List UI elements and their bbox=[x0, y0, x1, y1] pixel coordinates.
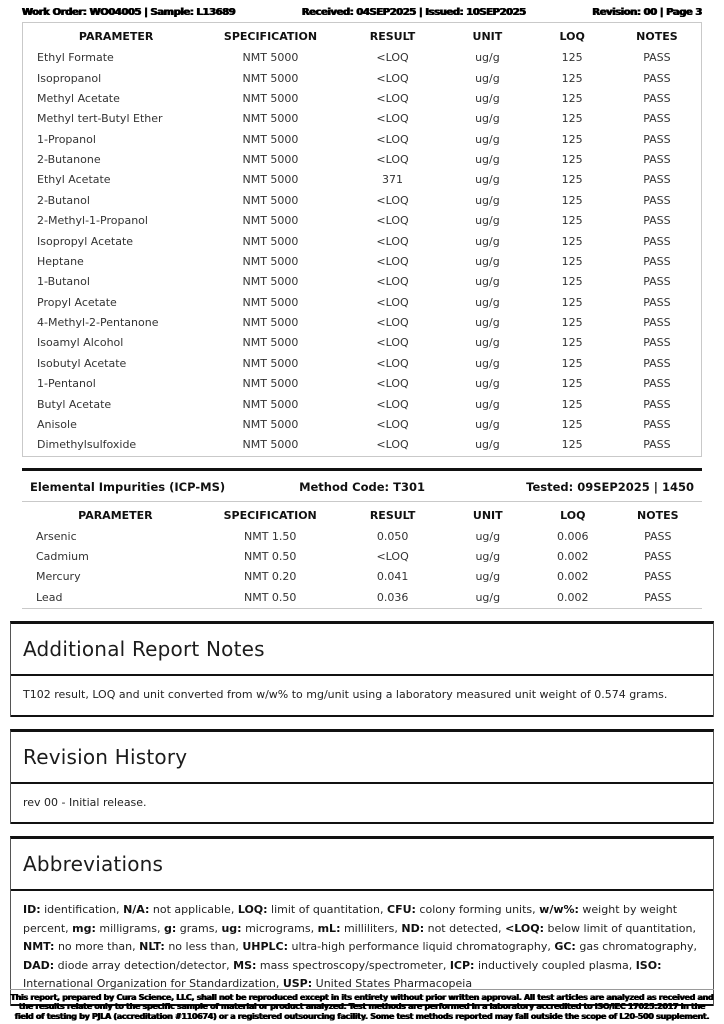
parameter-cell: Ethyl Acetate bbox=[37, 173, 111, 187]
abbreviation-item bbox=[23, 940, 139, 953]
loq-cell: 125 bbox=[561, 153, 583, 167]
specification-cell: NMT 5000 bbox=[242, 356, 299, 370]
loq-cell: 0.002 bbox=[557, 550, 589, 564]
abbreviation-item bbox=[554, 940, 697, 953]
result-cell: 0.041 bbox=[376, 570, 409, 584]
result-cell: <LOQ bbox=[376, 91, 409, 105]
table-row bbox=[23, 293, 701, 313]
table-row bbox=[23, 374, 701, 394]
notes-cell: PASS bbox=[643, 397, 671, 411]
column-header-notes: NOTES bbox=[637, 508, 679, 522]
abbreviation-item bbox=[139, 940, 242, 953]
additional-report-notes-section bbox=[10, 621, 714, 717]
specification-cell: NMT 5000 bbox=[242, 417, 299, 431]
loq-cell: 125 bbox=[561, 51, 583, 65]
parameter-cell: Cadmium bbox=[36, 550, 89, 564]
abbreviation-definition: inductively coupled plasma, bbox=[474, 958, 636, 972]
notes-cell: PASS bbox=[644, 570, 672, 584]
table-row bbox=[23, 89, 701, 109]
column-header-unit: UNIT bbox=[472, 508, 503, 522]
unit-cell: ug/g bbox=[475, 214, 500, 228]
table-row bbox=[23, 130, 701, 150]
table-row bbox=[23, 48, 701, 68]
table-row bbox=[23, 333, 701, 353]
unit-cell: ug/g bbox=[475, 132, 500, 146]
loq-cell: 125 bbox=[561, 254, 583, 268]
elemental-impurities-table bbox=[22, 501, 702, 610]
abbreviation-term: MS: bbox=[233, 958, 257, 972]
notes-cell: PASS bbox=[644, 550, 672, 564]
notes-cell: PASS bbox=[644, 529, 672, 543]
column-header-parameter: PARAMETER bbox=[78, 30, 154, 43]
parameter-cell: 2-Butanone bbox=[37, 153, 101, 167]
loq-cell: 125 bbox=[561, 71, 583, 85]
parameter-cell: Isopropyl Acetate bbox=[37, 234, 134, 248]
elemental-tested: Tested: 09SEP2025 | 1450 bbox=[526, 479, 695, 494]
specification-cell: NMT 5000 bbox=[242, 51, 299, 65]
result-cell: <LOQ bbox=[376, 417, 409, 431]
notes-cell: PASS bbox=[643, 214, 671, 228]
abbreviation-item bbox=[72, 922, 164, 935]
column-header-loq: LOQ bbox=[560, 508, 586, 522]
parameter-cell: Butyl Acetate bbox=[37, 397, 112, 411]
unit-cell: ug/g bbox=[475, 590, 501, 604]
notes-body: T102 result, LOQ and unit converted from w/w% to mg/unit using a laboratory measured unit weight of 0.574 grams. bbox=[11, 676, 713, 717]
result-cell: <LOQ bbox=[376, 153, 409, 167]
parameter-cell: Heptane bbox=[37, 254, 84, 268]
abbreviation-item bbox=[164, 922, 221, 935]
unit-cell: ug/g bbox=[475, 336, 500, 350]
table-row bbox=[23, 354, 701, 374]
parameter-cell: 1-Butanol bbox=[37, 275, 90, 289]
parameter-cell: Methyl tert-Butyl Ether bbox=[37, 112, 163, 126]
parameter-cell: Methyl Acetate bbox=[37, 91, 120, 105]
column-header-unit: UNIT bbox=[472, 30, 503, 43]
specification-cell: NMT 0.50 bbox=[243, 550, 297, 564]
parameter-cell: Lead bbox=[36, 590, 63, 604]
abbreviation-term: LOQ: bbox=[237, 903, 268, 916]
abbreviation-definition: diode array detection/detector, bbox=[54, 958, 234, 972]
abbreviation-term: USP: bbox=[282, 977, 313, 990]
table-row bbox=[23, 415, 701, 435]
loq-cell: 125 bbox=[561, 377, 583, 391]
parameter-cell: Ethyl Formate bbox=[37, 51, 114, 65]
document-footer: This report, prepared by Cura Science, LLC, shall not be reproduced except in its entirety without prior written approval. All test articles are analyzed as received and the results relate only to the specific sample of material or product analyzed. Test methods are performed in a laboratory accredited to ISO/IEC 17025:2017 in the field of testing by PJLA (accreditation #110674) or a registered outsourcing facility. Some test methods reported may fall outside the scope of L20-500 supplement. bbox=[10, 989, 714, 1022]
parameter-cell: Arsenic bbox=[36, 529, 77, 543]
unit-cell: ug/g bbox=[475, 193, 500, 207]
abbreviation-definition: limit of quantitation, bbox=[267, 903, 387, 916]
unit-cell: ug/g bbox=[475, 254, 500, 268]
table-row bbox=[23, 435, 701, 455]
loq-cell: 125 bbox=[561, 356, 583, 370]
abbreviation-term: ICP: bbox=[449, 958, 475, 972]
parameter-cell: 4-Methyl-2-Pentanone bbox=[37, 316, 159, 330]
abbreviation-definition: below limit of quantitation, bbox=[544, 921, 696, 935]
solvents-header-row bbox=[23, 23, 701, 48]
parameter-cell: Mercury bbox=[36, 570, 81, 584]
result-cell: <LOQ bbox=[376, 295, 409, 309]
section-heading-revision: Revision History bbox=[11, 732, 713, 784]
unit-cell: ug/g bbox=[475, 91, 500, 105]
specification-cell: NMT 5000 bbox=[242, 377, 299, 391]
result-cell: <LOQ bbox=[376, 132, 409, 146]
result-cell: 0.036 bbox=[376, 590, 409, 604]
notes-cell: PASS bbox=[643, 193, 671, 207]
abbreviation-term: mg: bbox=[72, 921, 96, 935]
loq-cell: 0.002 bbox=[557, 570, 589, 584]
elemental-title: Elemental Impurities (ICP-MS) bbox=[30, 479, 226, 494]
specification-cell: NMT 5000 bbox=[242, 438, 299, 452]
table-row bbox=[22, 527, 702, 547]
specification-cell: NMT 1.50 bbox=[243, 529, 297, 543]
parameter-cell: Isoamyl Alcohol bbox=[37, 336, 124, 350]
unit-cell: ug/g bbox=[475, 550, 501, 564]
specification-cell: NMT 5000 bbox=[242, 132, 299, 146]
table-row bbox=[23, 231, 701, 251]
abbreviation-definition: weight by weight percent, bbox=[23, 903, 678, 935]
result-cell: <LOQ bbox=[376, 193, 409, 207]
section-heading-notes: Additional Report Notes bbox=[11, 624, 713, 676]
notes-cell: PASS bbox=[643, 254, 671, 268]
abbreviation-item bbox=[318, 922, 402, 935]
column-header-parameter: PARAMETER bbox=[78, 508, 153, 522]
result-cell: <LOQ bbox=[376, 438, 409, 452]
abbreviation-definition: milligrams, bbox=[95, 921, 164, 935]
notes-cell: PASS bbox=[643, 417, 671, 431]
specification-cell: NMT 5000 bbox=[242, 336, 299, 350]
abbreviation-definition: no less than, bbox=[164, 940, 243, 953]
notes-cell: PASS bbox=[643, 51, 671, 65]
abbreviation-term: ID: bbox=[23, 903, 41, 916]
notes-cell: PASS bbox=[643, 377, 671, 391]
specification-cell: NMT 5000 bbox=[242, 71, 299, 85]
table-row bbox=[22, 567, 702, 587]
abbreviation-definition: identification, bbox=[40, 903, 124, 916]
unit-cell: ug/g bbox=[475, 377, 500, 391]
abbreviation-item bbox=[23, 903, 123, 916]
column-header-loq: LOQ bbox=[559, 30, 585, 43]
parameter-cell: Dimethylsulfoxide bbox=[37, 438, 137, 452]
abbreviation-term: GC: bbox=[554, 940, 576, 953]
loq-cell: 125 bbox=[561, 397, 583, 411]
abbreviation-term: ug: bbox=[221, 921, 242, 935]
loq-cell: 125 bbox=[561, 417, 583, 431]
abbreviation-term: w/w%: bbox=[539, 903, 579, 916]
specification-cell: NMT 5000 bbox=[242, 275, 299, 289]
abbreviation-definition: grams, bbox=[176, 921, 222, 935]
loq-cell: 125 bbox=[561, 234, 583, 248]
result-cell: <LOQ bbox=[376, 356, 409, 370]
abbreviation-definition: not detected, bbox=[424, 921, 506, 935]
notes-cell: PASS bbox=[643, 356, 671, 370]
abbreviation-term: N/A: bbox=[123, 903, 150, 916]
table-row bbox=[23, 109, 701, 129]
loq-cell: 0.002 bbox=[557, 590, 589, 604]
parameter-cell: 2-Methyl-1-Propanol bbox=[37, 214, 148, 228]
header-received-issued: Received: 04SEP2025 | Issued: 10SEP2025 bbox=[301, 7, 526, 18]
abbreviation-definition: colony forming units, bbox=[415, 903, 540, 916]
parameter-cell: 1-Propanol bbox=[37, 132, 96, 146]
result-cell: <LOQ bbox=[376, 112, 409, 126]
table-row bbox=[23, 252, 701, 272]
loq-cell: 125 bbox=[561, 112, 583, 126]
abbreviation-term: DAD: bbox=[23, 958, 55, 972]
parameter-cell: Isopropanol bbox=[37, 71, 102, 85]
result-cell: <LOQ bbox=[376, 316, 409, 330]
residual-solvents-table bbox=[22, 22, 702, 457]
unit-cell: ug/g bbox=[475, 316, 500, 330]
table-row bbox=[23, 313, 701, 333]
abbreviation-item bbox=[123, 903, 238, 916]
unit-cell: ug/g bbox=[475, 570, 501, 584]
loq-cell: 125 bbox=[561, 132, 583, 146]
abbreviation-item bbox=[387, 903, 539, 916]
revision-history-section bbox=[10, 729, 714, 825]
table-row bbox=[22, 547, 702, 567]
table-row bbox=[23, 191, 701, 211]
table-row bbox=[22, 588, 702, 608]
result-cell: <LOQ bbox=[376, 550, 409, 564]
abbreviation-term: CFU: bbox=[387, 903, 416, 916]
abbreviation-definition: milliliters, bbox=[340, 921, 402, 935]
abbreviation-definition: not applicable, bbox=[149, 903, 238, 916]
specification-cell: NMT 5000 bbox=[242, 91, 299, 105]
unit-cell: ug/g bbox=[475, 529, 501, 543]
loq-cell: 0.006 bbox=[557, 529, 589, 543]
result-cell: 0.050 bbox=[376, 529, 409, 543]
column-header-specification: SPECIFICATION bbox=[223, 30, 318, 43]
loq-cell: 125 bbox=[561, 316, 583, 330]
column-header-result: RESULT bbox=[369, 508, 416, 522]
specification-cell: NMT 5000 bbox=[242, 153, 299, 167]
abbreviation-term: NMT: bbox=[23, 940, 55, 953]
specification-cell: NMT 5000 bbox=[242, 295, 299, 309]
result-cell: <LOQ bbox=[376, 254, 409, 268]
parameter-cell: Propyl Acetate bbox=[37, 295, 117, 309]
loq-cell: 125 bbox=[561, 438, 583, 452]
abbreviation-definition: United States Pharmacopeia bbox=[312, 977, 473, 990]
notes-cell: PASS bbox=[644, 590, 672, 604]
result-cell: <LOQ bbox=[376, 214, 409, 228]
specification-cell: NMT 5000 bbox=[242, 234, 299, 248]
abbreviation-term: NLT: bbox=[139, 940, 165, 953]
table-row bbox=[23, 68, 701, 88]
abbreviation-item bbox=[450, 959, 636, 972]
unit-cell: ug/g bbox=[475, 417, 500, 431]
table-row bbox=[23, 150, 701, 170]
unit-cell: ug/g bbox=[475, 438, 500, 452]
abbreviation-term: g: bbox=[164, 921, 177, 935]
abbreviation-definition: gas chromatography, bbox=[575, 940, 698, 953]
unit-cell: ug/g bbox=[475, 275, 500, 289]
result-cell: <LOQ bbox=[376, 397, 409, 411]
unit-cell: ug/g bbox=[475, 153, 500, 167]
specification-cell: NMT 5000 bbox=[242, 316, 299, 330]
unit-cell: ug/g bbox=[475, 71, 500, 85]
revision-body: rev 00 - Initial release. bbox=[11, 784, 713, 825]
notes-cell: PASS bbox=[643, 71, 671, 85]
abbreviation-term: ISO: bbox=[635, 958, 662, 972]
result-cell: <LOQ bbox=[376, 275, 409, 289]
result-cell: <LOQ bbox=[376, 336, 409, 350]
notes-cell: PASS bbox=[643, 438, 671, 452]
abbreviation-item bbox=[221, 922, 317, 935]
unit-cell: ug/g bbox=[475, 112, 500, 126]
elemental-header-row bbox=[22, 502, 702, 527]
specification-cell: NMT 0.50 bbox=[243, 590, 297, 604]
loq-cell: 125 bbox=[561, 295, 583, 309]
unit-cell: ug/g bbox=[475, 356, 500, 370]
abbreviation-item bbox=[401, 922, 505, 935]
notes-cell: PASS bbox=[643, 132, 671, 146]
loq-cell: 125 bbox=[561, 275, 583, 289]
abbreviation-definition: International Organization for Standardization, bbox=[23, 977, 283, 990]
unit-cell: ug/g bbox=[475, 295, 500, 309]
document-header bbox=[0, 0, 724, 22]
specification-cell: NMT 0.20 bbox=[243, 570, 297, 584]
abbreviation-item bbox=[242, 940, 554, 953]
specification-cell: NMT 5000 bbox=[242, 193, 299, 207]
abbreviations-section bbox=[10, 836, 714, 1006]
notes-cell: PASS bbox=[643, 336, 671, 350]
unit-cell: ug/g bbox=[475, 173, 500, 187]
table-row bbox=[23, 170, 701, 190]
notes-cell: PASS bbox=[643, 295, 671, 309]
notes-cell: PASS bbox=[643, 153, 671, 167]
abbreviation-definition: mass spectroscopy/spectrometer, bbox=[256, 958, 450, 972]
section-heading-abbreviations: Abbreviations bbox=[11, 839, 713, 891]
abbreviation-item bbox=[505, 922, 696, 935]
parameter-cell: 1-Pentanol bbox=[37, 377, 96, 391]
abbreviation-term: UHPLC: bbox=[242, 940, 288, 953]
loq-cell: 125 bbox=[561, 336, 583, 350]
loq-cell: 125 bbox=[561, 91, 583, 105]
notes-cell: PASS bbox=[643, 275, 671, 289]
abbreviation-term: ND: bbox=[401, 921, 425, 935]
unit-cell: ug/g bbox=[475, 234, 500, 248]
specification-cell: NMT 5000 bbox=[242, 214, 299, 228]
abbreviation-term: <LOQ: bbox=[505, 921, 544, 935]
loq-cell: 125 bbox=[561, 173, 583, 187]
parameter-cell: Anisole bbox=[37, 417, 77, 431]
elemental-section-header bbox=[22, 471, 702, 501]
abbreviation-item bbox=[23, 959, 233, 972]
unit-cell: ug/g bbox=[475, 51, 500, 65]
notes-cell: PASS bbox=[643, 316, 671, 330]
header-revision-page: Revision: 00 | Page 3 bbox=[592, 7, 702, 18]
loq-cell: 125 bbox=[561, 193, 583, 207]
abbreviation-item bbox=[233, 959, 450, 972]
specification-cell: NMT 5000 bbox=[242, 112, 299, 126]
header-work-order-sample: Work Order: WO04005 | Sample: L13689 bbox=[22, 7, 236, 18]
elemental-method-code: Method Code: T301 bbox=[299, 479, 425, 494]
elemental-impurities-section bbox=[22, 468, 702, 610]
notes-cell: PASS bbox=[643, 112, 671, 126]
column-header-result: RESULT bbox=[369, 30, 416, 43]
column-header-notes: NOTES bbox=[636, 30, 678, 43]
specification-cell: NMT 5000 bbox=[242, 173, 299, 187]
specification-cell: NMT 5000 bbox=[242, 254, 299, 268]
result-cell: <LOQ bbox=[376, 71, 409, 85]
result-cell: <LOQ bbox=[376, 377, 409, 391]
loq-cell: 125 bbox=[561, 214, 583, 228]
parameter-cell: 2-Butanol bbox=[37, 193, 90, 207]
abbreviation-definition: micrograms, bbox=[241, 921, 318, 935]
abbreviation-item bbox=[238, 903, 387, 916]
column-header-specification: SPECIFICATION bbox=[223, 508, 317, 522]
parameter-cell: Isobutyl Acetate bbox=[37, 356, 127, 370]
result-cell: 371 bbox=[382, 173, 403, 187]
abbreviation-definition: ultra-high performance liquid chromatography, bbox=[288, 940, 555, 953]
notes-cell: PASS bbox=[643, 173, 671, 187]
unit-cell: ug/g bbox=[475, 397, 500, 411]
abbreviation-definition: no more than, bbox=[54, 940, 140, 953]
result-cell: <LOQ bbox=[376, 51, 409, 65]
table-row bbox=[23, 394, 701, 414]
abbreviation-term: mL: bbox=[317, 921, 341, 935]
notes-cell: PASS bbox=[643, 91, 671, 105]
notes-cell: PASS bbox=[643, 234, 671, 248]
table-row bbox=[23, 272, 701, 292]
table-row bbox=[23, 211, 701, 231]
specification-cell: NMT 5000 bbox=[242, 397, 299, 411]
result-cell: <LOQ bbox=[376, 234, 409, 248]
